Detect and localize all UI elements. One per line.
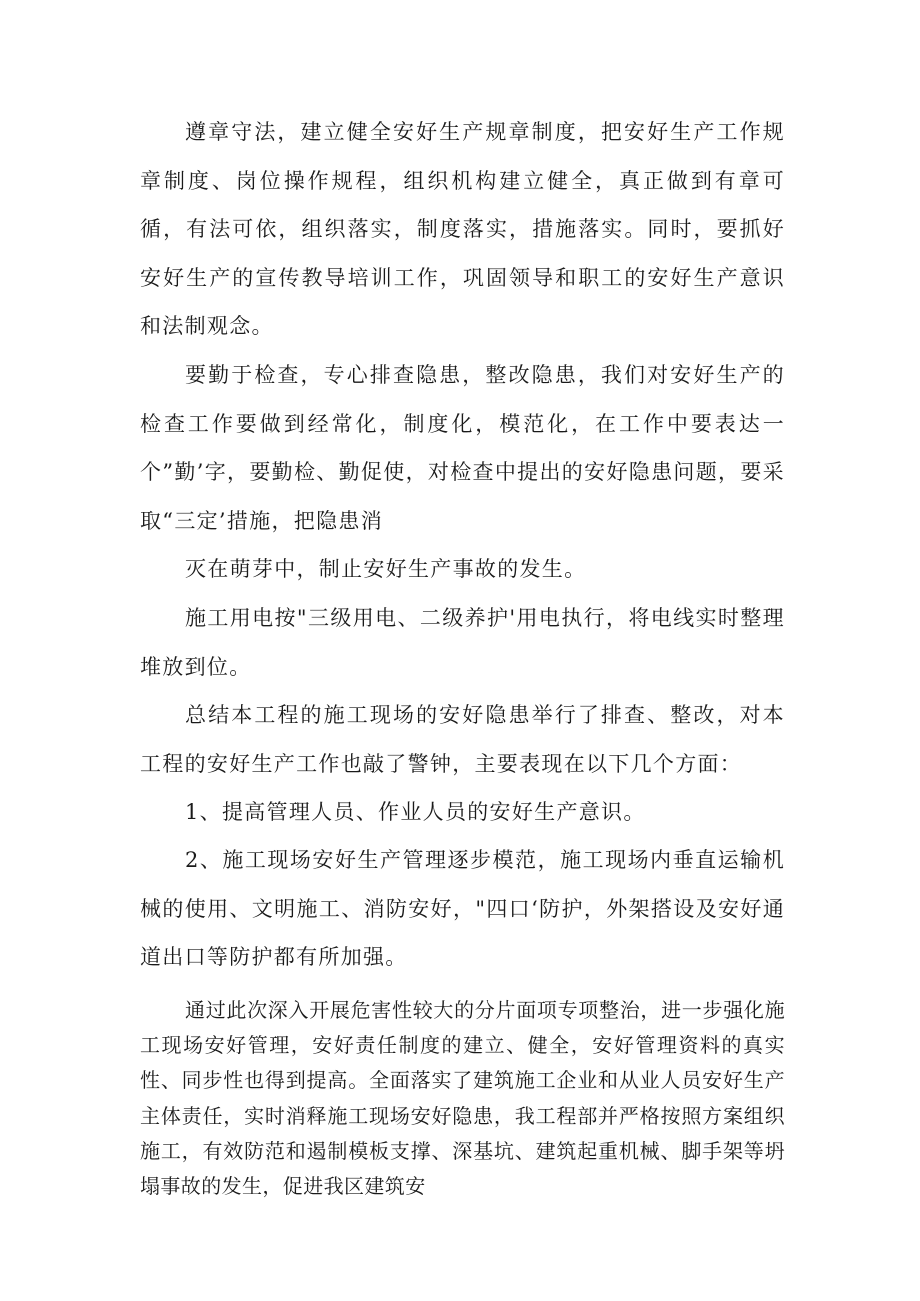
paragraph-electricity: 施工用电按"三级用电、二级养护'用电执行，将电线实时整理堆放到位。 [140,606,785,679]
paragraph-inspection: 要勤于检查，专心排查隐患，整改隐患，我们对安好生产的检查工作要做到经常化，制度化，模范化，在工作中要表达一个”勤’字，要勤检、勤促使，对检查中提出的安好隐患问题，要采取“三定’措施，把隐患消 [140,363,785,533]
list-item-1: 1、提高管理人员、作业人员的安好生产意识。 [185,800,646,824]
paragraph-regulations: 遵章守法，建立健全安好生产规章制度，把安好生产工作规章制度、岗位操作规程，组织机构建立健全，真正做到有章可循，有法可依，组织落实，制度落实，措施落实。同时，要抓好安好生产的宣传教导培训工作，巩固领导和职工的安好生产意识和法制观念。 [140,120,785,339]
paragraph-inspection-continued: 灭在萌芽中，制止安好生产事故的发生。 [185,557,587,581]
paragraph-summary: 总结本工程的施工现场的安好隐患举行了排查、整改，对本工程的安好生产工作也敲了警钟，主要表现在以下几个方面： [140,703,785,776]
paragraph-conclusion: 通过此次深入开展危害性较大的分片面项专项整治，进一步强化施工现场安好管理，安好责任制度的建立、健全，安好管理资料的真实性、同步性也得到提高。全面落实了建筑施工企业和从业人员安好生产主体责任，实时消释施工现场安好隐患，我工程部并严格按照方案组织施工，有效防范和遏制模板支撑、深基坑、建筑起重机械、脚手架等坍塌事故的发生，促进我区建筑安 [140,998,785,1199]
list-item-2: 2、施工现场安好生产管理逐步模范，施工现场内垂直运输机械的使用、文明施工、消防安好，"四口‘防护，外架搭设及安好通道出口等防护都有所加强。 [140,848,785,970]
